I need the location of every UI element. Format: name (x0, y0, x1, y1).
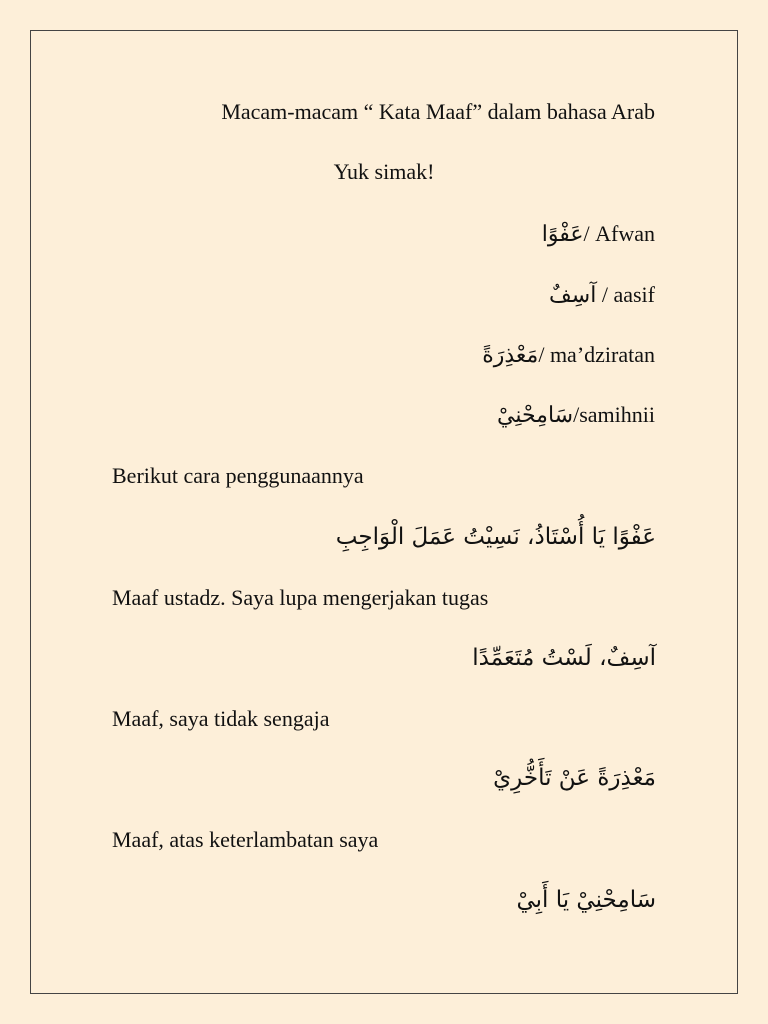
example-translation-2: Maaf, saya tidak sengaja (112, 706, 330, 731)
word-samihnii: سَامِحْنِيْ/samihnii (497, 402, 655, 427)
example-translation-3: Maaf, atas keterlambatan saya (112, 827, 379, 852)
word-afwan: عَفْوًا/ Afwan (541, 221, 655, 246)
word-aasif: آسِفٌ / aasif (549, 282, 655, 307)
example-arabic-4: سَامِحْنِيْ يَا أَبِيْ (516, 887, 656, 913)
example-arabic-1: عَفْوًا يَا أُسْتَاذُ، نَسِيْتُ عَمَلَ الْوَاجِبِ (335, 524, 656, 550)
page-subtitle: Yuk simak! (333, 159, 435, 184)
word-madziratan: مَعْذِرَةً/ ma’dziratan (482, 342, 655, 367)
example-arabic-3: مَعْذِرَةً عَنْ تَأَخُّرِيْ (493, 765, 656, 791)
page-title: Macam-macam “ Kata Maaf” dalam bahasa Arab (221, 99, 655, 124)
example-arabic-2: آسِفٌ، لَسْتُ مُتَعَمِّدًا (472, 645, 656, 671)
section-heading: Berikut cara penggunaannya (112, 463, 364, 488)
example-translation-1: Maaf ustadz. Saya lupa mengerjakan tugas (112, 585, 489, 610)
